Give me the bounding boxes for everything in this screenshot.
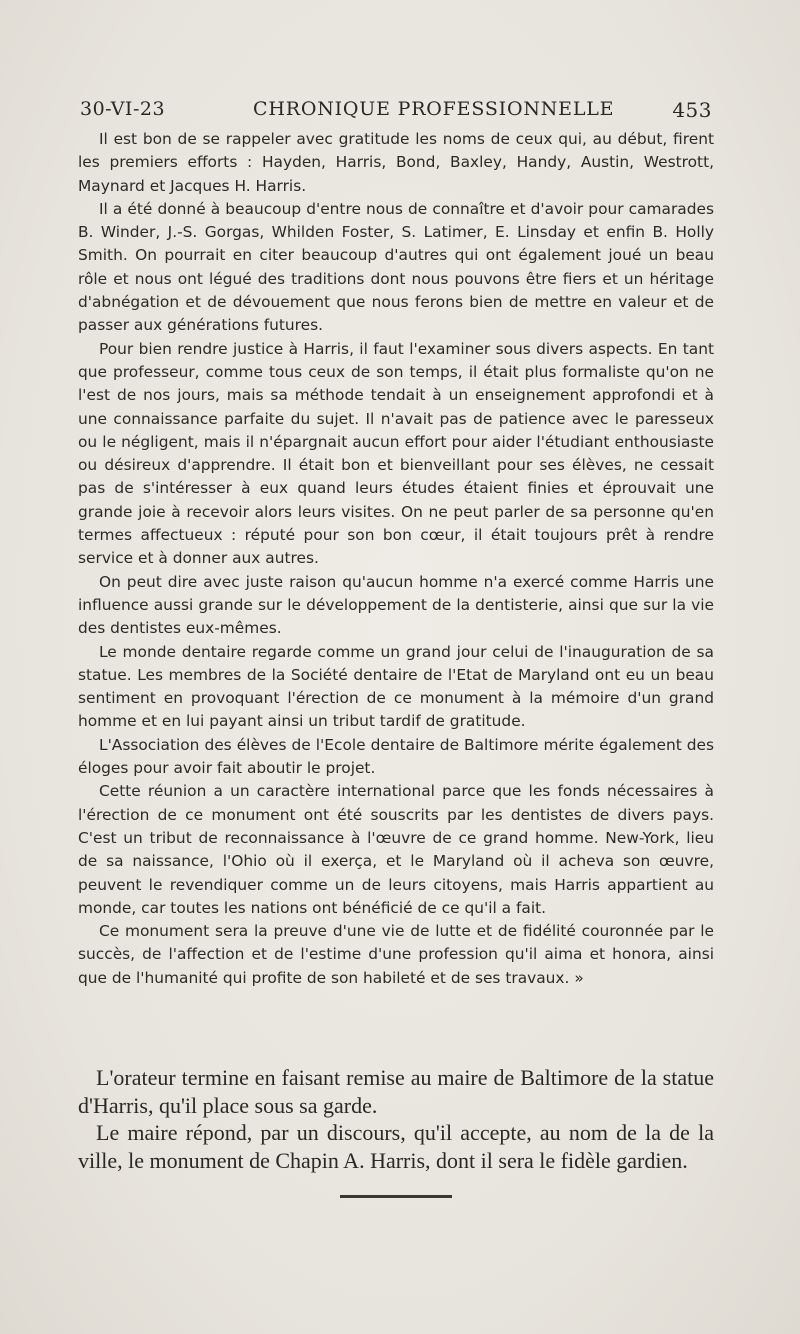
paragraph: Il a été donné à beaucoup d'entre nous de connaître et d'avoir pour camarades B. Winder, J.-S. Gorgas, Whilden Foster, S. Latimer, E. Linsday et enfin B. Holly Smith. On pourrait en citer beaucoup d'autres qui ont également joué un beau rôle et nous ont légué des traditions dont nous pouvons être fiers et un héritage d'abnégation et de dévouement que nous ferons bien de mettre en valeur et de passer aux générations futures. (78, 199, 714, 335)
paragraph: L'Association des élèves de l'Ecole dentaire de Baltimore mérite également des éloges pour avoir fait aboutir le projet. (78, 735, 714, 778)
page-number: 453 (672, 98, 712, 122)
paragraph: L'orateur termine en faisant remise au maire de Baltimore de la statue d'Harris, qu'il place sous sa garde. (78, 1065, 714, 1118)
narrative-text (78, 1064, 714, 1174)
section-end-rule (340, 1195, 452, 1198)
paragraph: Le maire répond, par un discours, qu'il accepte, au nom de la de la ville, le monument de Chapin A. Harris, dont il sera le fidèle gardien. (78, 1120, 714, 1173)
running-head (80, 98, 712, 126)
quoted-speech (78, 128, 714, 990)
paragraph: On peut dire avec juste raison qu'aucun homme n'a exercé comme Harris une influence aussi grande sur le développement de la dentisterie, ainsi que sur la vie des dentistes eux-mêmes. (78, 572, 714, 638)
paragraph: Ce monument sera la preuve d'une vie de lutte et de fidélité couronnée par le succès, de l'affection et de l'estime d'une profession qu'il aima et honora, ainsi que de l'humanité qui profite de son habileté et de ses travaux. » (78, 922, 714, 987)
paragraph: Il est bon de se rappeler avec gratitude les noms de ceux qui, au début, firent les premiers efforts : Hayden, Harris, Bond, Baxley, Handy, Austin, Westrott, Maynard et Jacques H. Harris. (78, 130, 714, 195)
paragraph: Cette réunion a un caractère international parce que les fonds nécessaires à l'érection de ce monument ont été souscrits par les dentistes de divers pays. C'est un tribut de reconnaissance à l'œuvre de ce grand homme. New-York, lieu de sa naissance, l'Ohio où il exerça, et le Maryland où il acheva son œuvre, peuvent le revendiquer comme un de leurs citoyens, mais Harris appartient au monde, car toutes les nations ont bénéficié de ce qu'il a fait. (78, 782, 714, 917)
issue-date: 30-VI-23 (80, 98, 166, 120)
paragraph: Pour bien rendre justice à Harris, il faut l'examiner sous divers aspects. En tant que professeur, comme tous ceux de son temps, il était plus formaliste qu'on ne l'est de nos jours, mais sa méthode tendait à un enseignement approfondi et à une connaissance parfaite du sujet. Il n'avait pas de patience avec le paresseux ou le négligent, mais il n'épargnait aucun effort pour aider l'étudiant enthousiaste ou désireux d'apprendre. Il était bon et bienveillant pour ses élèves, ne cessait pas de s'intéresser à eux quand leurs études étaient finies et éprouvait une grande joie à recevoir alors leurs visites. On ne peut parler de sa personne qu'en termes affectueux : réputé pour son bon cœur, il était toujours prêt à rendre service et à donner aux autres. (78, 339, 714, 568)
paragraph: Le monde dentaire regarde comme un grand jour celui de l'inauguration de sa statue. Les membres de la Société dentaire de l'Etat de Maryland ont eu un beau sentiment en provoquant l'érection de ce monument à la mémoire d'un grand homme et en lui payant ainsi un tribut tardif de gratitude. (78, 642, 714, 731)
section-title: CHRONIQUE PROFESSIONNELLE (253, 98, 615, 120)
